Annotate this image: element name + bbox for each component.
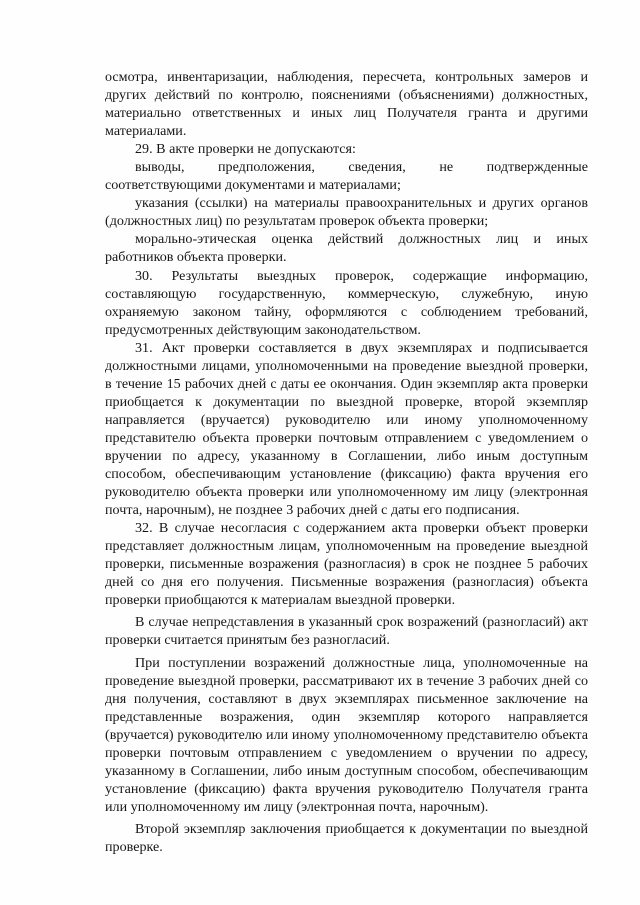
- paragraph-32-objections-review: При поступлении возражений должностные лица, уполномоченные на проведение выездной проверки, рассматривают их в течение 3 рабочих дней со дня получения, составляют в двух экземплярах письменное заключение на представленные возражения, один экземпляр которого направляется (вручается) руководителю или иному уполномоченному представителю объекта проверки почтовым отправлением с уведомлением о вручении по адресу, указанному в Соглашении, либо иным доступным способом, обеспечивающим установление (фиксацию) факта вручения руководителю Получателя гранта или уполномоченному им лицу (электронная почта, нарочным).: [105, 654, 588, 815]
- paragraph-29-item-ethics: морально-этическая оценка действий должностных лиц и иных работников объекта проверки.: [105, 231, 588, 266]
- paragraph-29-item-conclusions: выводы, предположения, сведения, не подтвержденные соответствующими документами и материалами;: [105, 159, 588, 194]
- paragraph-31: 31. Акт проверки составляется в двух экземплярах и подписывается должностными лицами, уполномоченными на проведение выездной проверки, в течение 15 рабочих дней с даты ее окончания. Один экземпляр акта проверки приобщается к документации по выездной проверке, второй экземпляр направляется (вручается) руководителю или иному уполномоченному представителю объекта проверки почтовым отправлением с уведомлением о вручении по адресу, указанному в Соглашении, либо иным доступным способом, обеспечивающим установление (фиксацию) факта вручения его руководителю объекта проверки или уполномоченному им лицу (электронная почта, нарочным), не позднее 3 рабочих дней с даты его подписания.: [105, 339, 588, 519]
- paragraph-32-second-copy: Второй экземпляр заключения приобщается к документации по выездной проверке.: [105, 820, 588, 855]
- paragraph-29-item-references: указания (ссылки) на материалы правоохранительных и других органов (должностных лиц) по результатам проверок объекта проверки;: [105, 195, 588, 230]
- paragraph-continuation: осмотра, инвентаризации, наблюдения, пересчета, контрольных замеров и других действий по контролю, пояснениями (объяснениями) должностных, материально ответственных и иных лиц Получателя гранта и другими материалами.: [105, 69, 588, 140]
- paragraph-32-no-objections: В случае непредставления в указанный срок возражений (разногласий) акт проверки считается принятым без разногласий.: [105, 614, 588, 649]
- document-body: [105, 68, 588, 856]
- paragraph-32: 32. В случае несогласия с содержанием акта проверки объект проверки представляет должностным лицам, уполномоченным на проведение выездной проверки, письменные возражения (разногласия) в срок не позднее 5 рабочих дней со дня его получения. Письменные возражения (разногласия) объекта проверки приобщаются к материалам выездной проверки.: [105, 520, 588, 609]
- paragraph-29: 29. В акте проверки не допускаются:: [135, 141, 356, 158]
- paragraph-30: 30. Результаты выездных проверок, содержащие информацию, составляющую государственную, коммерческую, служебную, иную охраняемую законом тайну, оформляются с соблюдением требований, предусмотренных действующим законодательством.: [105, 267, 588, 338]
